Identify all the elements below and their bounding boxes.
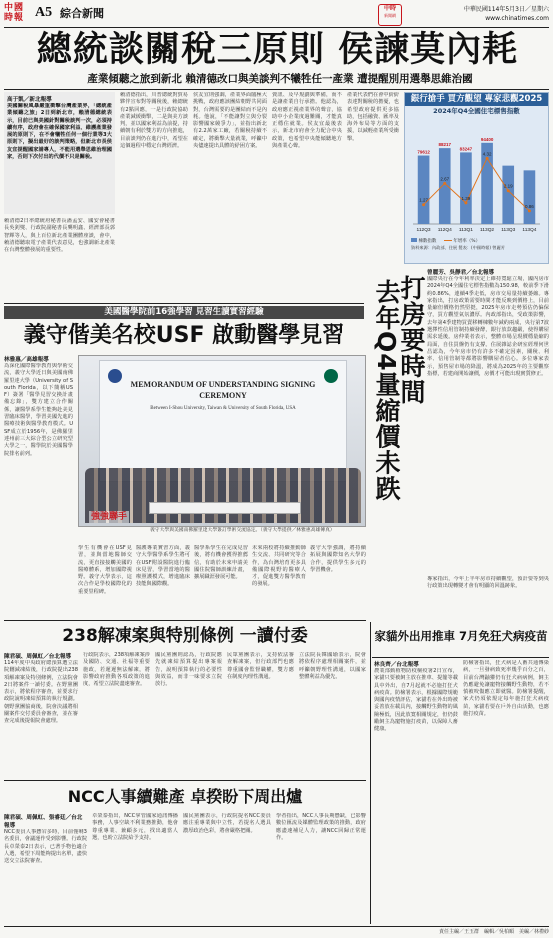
legend-swatch-bars	[411, 238, 417, 242]
top-story-lead: 美國關稅風暴嚴重衝擊台灣產業界，「總統產業傾聽之旅」2日到新北市，賴清德總統表示，目前已與美國針對關稅談判一次，必須持續有序，政府會在確保國家利益、維護產業發展的原則下，在不會犧牲任何一個行業等3大原則下，擬出最好的談判策略，但新北市長侯友宜提醒國家請專人，不能用選舉思維治理國家，否則下次付出的代價不只是關稅。	[7, 103, 112, 161]
isu-emblem	[108, 369, 122, 383]
legend-label-line: 年增率（%）	[453, 239, 481, 244]
ceremony-backdrop	[99, 360, 347, 482]
housing-index-chart	[405, 116, 548, 238]
right-logo-line-1: 中時	[383, 5, 396, 12]
photo-tag: 強強聯手	[91, 512, 128, 522]
ceremony-table	[149, 502, 301, 514]
backdrop-title: MEMORANDUM OF UNDERSTANDING SIGNING CEREMONY	[130, 380, 316, 400]
chinatimes-news-logo	[378, 4, 402, 26]
top-story-col3: 侯友宜則強調，產業界面臨極大挑戰，政府應該團結朝野共同面對，台灣需要的是團結而不是內耗。他說，「不能讓對立與分裂影響國家競爭力」，並指出新北有2.2萬家工廠，若關稅持續不確定，將衝擊大量就業，呼籲中央儘速提出具體的紓困方案。	[193, 92, 267, 150]
chart-x-tick-label: 112Q4	[437, 228, 452, 233]
pets-body: 農業部動植物防疫檢疫署2日宣布，家貓只要被飼主放在推車、提籠等載具中外出，自7月起就不必施打狂犬病疫苗。防檢署表示，根據國際規範與國內疫情評估，家貓若在外出時被妥善放在載具內，接觸野生動物的風險極低，因此放寬相關規定，但仍鼓勵飼主為寵物施打疫苗，以保障人畜健康。	[374, 668, 458, 733]
header-rule	[4, 27, 549, 28]
page-number: A5	[35, 5, 53, 20]
usf-col-2: 醫護專業實習方面，義守大學醫學系學生將可在USF附設醫院進行臨床見習，學習當地的醫療照護模式，增進臨床技能與國際觀。	[136, 545, 190, 588]
chart-x-tick-label: 113Q4	[522, 228, 537, 233]
footer-editors: 責任主編／王玉群 編輯／吳柏順 美編／林禮紗	[438, 929, 549, 935]
chart-rate-point	[464, 201, 467, 204]
housing-body-2: 專家指出，今年上半年房市持續觀望，預計要等到央行政策出現轉變才會有明顯的回溫跡象。	[427, 576, 549, 590]
legend-label-bars: 棟數指數	[418, 239, 437, 244]
usf-body: 為深化國際醫學教育與學術交流，義守大學近日與美國南佛羅里達大學（University of South Florida，以下簡稱USF）簽署「醫學見習交換計畫備忘錄」，雙方建立合作關係，讓醫學系學生能夠赴美見習臨床醫學，學習美國先進的醫療技術與醫學教育模式。USF成立於1956年，是佛羅里達州前三大綜合型公立研究型大學之一，醫學院於美國醫學院排名前列。	[4, 363, 73, 457]
pets-top-rule	[372, 657, 549, 658]
chart-bar-label: 88217	[438, 142, 452, 148]
pets-lead	[374, 660, 458, 922]
mid-page-rule	[4, 620, 366, 621]
chart-box-header: 銀行搶手 買方觀望 專家悲觀2025	[405, 93, 548, 106]
ncc-col-2: 卓榮泰指出，NCC掌管國家通訊傳播事務，人事空缺不利業務推動，他會尊重專業、兼顧多元，找出適當人選，也盼立法院給予支持。	[92, 813, 178, 841]
usf-col-1: 學生有機會在USF見習，並與當地醫師交流，更直接接觸美國的醫療體系，增加國際視野。義守大學表示，這次合作是學校國際化的重要里程碑。	[78, 545, 132, 595]
housing-vertical-headline	[372, 275, 424, 650]
chart-rate-point	[507, 189, 510, 192]
usf-col-4: 未來兩校將持續推動師生交流、共同研究等合作，為台灣培育更多具備國際視野的醫療人才，促進雙方醫學教育的發展。	[252, 545, 306, 588]
chart-bar	[524, 170, 536, 224]
chart-bar	[460, 152, 472, 224]
photo-caption: 義守大學與美國南佛羅里達大學簽訂學術交流協定。（義守大學提供／林雅惠高雄傳真）	[150, 528, 335, 533]
ncc-lead	[4, 813, 87, 925]
chart-bar-label: 83247	[459, 146, 473, 152]
bill-col-1: 行政院表示，238項解凍案涉及國防、交通、社福等重要施政，若遲遲無法解凍，將影響政府推動各項政策的進度，希望立法院盡速審查。	[83, 652, 150, 688]
footer-rule	[4, 926, 549, 927]
issue-date: 中華民國114年5月3日／星期六	[463, 6, 549, 13]
logo-line-2: 時報	[4, 13, 25, 23]
lower-page-rule	[4, 780, 366, 781]
top-story-lead-box	[4, 92, 115, 214]
bill-lead	[4, 652, 78, 776]
chart-rate-label: 0.86	[525, 203, 534, 209]
housing-byline: 曾麗芳、吳靜君／台北報導	[427, 270, 495, 276]
top-story-col1: 賴清德2日率總統府秘書長潘孟安、國安會秘書長吳釗燮、行政院副秘書長龔明鑫、經濟部長郭智輝等人，與上百位新北產業團體座談，會中，賴清德聽取電子產業代表意見，也強調新北產業在台灣整體發展的重要性。	[4, 218, 115, 254]
usf-emblem	[324, 369, 338, 383]
top-story-col5: 產業代表們在會中紛紛表達對關稅的擔憂，也希望政府提供更多協助，包括融資、匯率及海外布局等方面的支援，以減輕產業所受衝擊。	[347, 92, 399, 142]
chart-bar-label: 79612	[417, 149, 430, 155]
chart-rate-point	[528, 209, 531, 212]
usf-top-rule	[4, 303, 364, 304]
chart-legend	[405, 238, 548, 245]
chart-rate-point	[422, 203, 425, 206]
housing-headline-line-1: 打房要時間	[397, 275, 426, 405]
bill-col-2: 國民黨團則認為，行政院應先就凍結預算提出專案報告，說明預算執行的必要性與效益，而非一味要求立院放行。	[155, 652, 222, 688]
chart-x-tick-label: 113Q2	[480, 228, 495, 233]
ncc-col-4: 學者指出，NCC人事長期懸缺，已影響數位匯流及媒體監理政策的推動，政府應盡速補足人力，讓NCC回歸正常運作。	[276, 813, 366, 841]
chart-rate-label: 4.32	[482, 151, 492, 157]
chart-x-tick-label: 112Q3	[416, 228, 431, 233]
chart-rate-point	[486, 157, 489, 160]
usf-headline: 義守偕美名校USF 啟動醫學見習	[23, 323, 345, 348]
backdrop-subtitle: Between I-Shou University, Taiwan & University of South Florida, USA	[150, 406, 296, 411]
housing-chart-box	[404, 92, 549, 264]
website-url[interactable]: www.chinatimes.com	[485, 15, 549, 22]
housing-headline-line-2: 去年Q4量縮價未跌	[372, 279, 401, 502]
chart-rate-point	[443, 182, 446, 185]
chart-bar	[418, 156, 430, 224]
chart-x-tick-label: 113Q1	[458, 228, 473, 233]
chart-rate-label: 1.27	[419, 197, 428, 203]
ncc-col-3: 國民黨團表示，行政院提名NCC委員應注重專業與中立性，若提名人選具濃厚政治色彩，將會嚴格把關。	[183, 813, 271, 834]
chart-rate-label: 1.39	[461, 195, 471, 201]
usf-intro	[4, 355, 73, 617]
chart-rate-label: 2.67	[440, 176, 450, 182]
bill-body: 114年度中央政府總預算遭立法院刪減凍結後，行政院提出238項解凍案及特別條例，立法院會2日將案件一讀付委。在野黨團表示，將依程序審查，並要求行政院說明凍結預算的執行規劃。朝野黨團協商後，院會決議將相關案件交付委員會審查，並在審查完成後提報院會處理。	[4, 660, 78, 725]
housing-text	[427, 268, 549, 654]
chart-x-tick-label: 113Q3	[501, 228, 516, 233]
pets-byline: 林良齊／台北報導	[374, 662, 419, 668]
housing-body: 國際央行在今年利率決定上維持寬鬆立場，國內房市2024年Q4全國住宅標售指數為150.98，較前季下滑約0.86%，連續4季走低，房市交易量持續萎縮。專家指出，打房政策需要時間才能反映到價格上，目前量縮但價格仍然堅挺，2025年房市走勢預估仍偏保守，買方觀望氣氛濃厚。內政部指出，受政策影響，去年第4季建物買賣移轉棟數年減約兩成，央行第7波選擇性信用管制持續發酵，銀行放款趨嚴，使得購屋需求延後。房仲業者表示，整體市場呈現價穩量縮的局面，自住買盤仍有支撐。住展雜誌企研室經理何世昌認為，今年房市仍有許多不確定因素，關稅、利率、信用管制等都將影響購屋者信心。多位專家表示，預售屋市場的降溫，將成為2025年的主要觀察指標，若建商開始讓價，房價才可能出現實質修正。	[427, 276, 549, 377]
legend-swatch-line	[444, 240, 452, 241]
chart-bar	[439, 148, 451, 224]
logo-line-1: 中國	[4, 3, 25, 13]
chart-title: 2024年Q4全國住宅標售指數	[433, 107, 520, 115]
bill-col-4: 立法院長韓國瑜表示，院會將依程序處理相關案件，並呼籲朝野理性溝通，以國家整體利益為優先。	[299, 652, 366, 680]
masthead-logo	[4, 3, 30, 25]
ncc-headline: NCC人事續難產 卓揆盼下周出爐	[67, 787, 303, 806]
chart-bar-label: 94400	[480, 136, 494, 142]
ncc-byline: 陳君碩、周佩虹、張睿廷／台北報導	[4, 815, 83, 829]
usf-banner: 美國醫學院前16強學習 見習生讀實習經驗	[4, 306, 364, 319]
top-story-byline: 高于凱／新北報導	[7, 97, 52, 103]
top-story-col4: 資訊、及早規劃與準備，而不是讓產業自行承擔。他認為，政府應正視產業界的聲音，協助中小企業度過難關，才能真正穩住就業。侯友宜最後表示，新北市府會全力配合中央政策，也希望中央能傾聽地方與產業心聲。	[272, 92, 342, 150]
right-column-rule	[370, 622, 371, 924]
section-title: 綜合新聞	[60, 7, 104, 20]
signing-ceremony-photo	[78, 355, 366, 527]
usf-col-5: 義守大學強調，將持續拓展與國際知名大學的合作，提供學生多元的學習機會。	[310, 545, 366, 573]
chart-rate-label: 2.19	[503, 183, 513, 189]
top-story-headline: 總統談關稅三原則 侯諫莫內耗	[36, 30, 519, 70]
usf-byline: 林雅惠／高雄報導	[4, 357, 49, 363]
subhead-rule	[4, 89, 549, 90]
pets-body-2: 防檢署指出，狂犬病是人畜共通傳染病，一旦發病致死率幾乎百分之百，目前台灣鼬獾仍有狂犬病病例，飼主仍應避免讓寵物接觸野生動物，若不慎被咬傷應立即就醫。防檢署提醒，家犬仍須依規定每年施打狂犬病疫苗，家貓若要在戶外自由活動，也應施打疫苗。	[463, 660, 549, 718]
top-story-subhead: 產業傾聽之旅到新北 賴清德改口與美談判不犧牲任一產業 遭提醒別用選舉思維治國	[87, 73, 473, 85]
bill-col-3: 民眾黨團表示，支持依法審查解凍案，但行政部門也應尊重國會監督職權，雙方應在制度內理性溝通。	[227, 652, 294, 680]
usf-col-3: 醫學系學生在完成見習後，將有機會獲得推薦信，有助於未來申請美國住院醫師訓練計畫，擴展職涯發展可能。	[194, 545, 248, 581]
ncc-col-1: NCC委員人事懸宕多時，目前僅剩3名委員，會議運作受到影響。行政院長卓榮泰2日表示，已著手物色適合人選，希望下周能夠提出名單，盡快送交立法院審查。	[4, 829, 87, 865]
pets-headline: 家貓外出用推車 7月免狂犬病疫苗	[374, 629, 548, 643]
chart-source: 資料來源：內政部、住展 製表：(中國時報) 曾麗芳	[411, 245, 505, 250]
bill-byline: 陳君碩、周佩虹／台北報導	[4, 654, 72, 660]
right-logo-line-2: 新聞網	[384, 13, 396, 18]
bill-headline: 238解凍案與特別條例 一讀付委	[62, 626, 308, 646]
top-story-col2: 賴清德指出，川普總統對貿易夥伴宣布對等關稅後，賴總統有2點回應，一是行政院協助產業減緩衝擊，二是與美方談判，並以國家利益為前提，持續朝有利於雙方的方向推進，目前談判仍在進行中，希望在這個過程中穩定台灣經濟。	[120, 92, 188, 150]
